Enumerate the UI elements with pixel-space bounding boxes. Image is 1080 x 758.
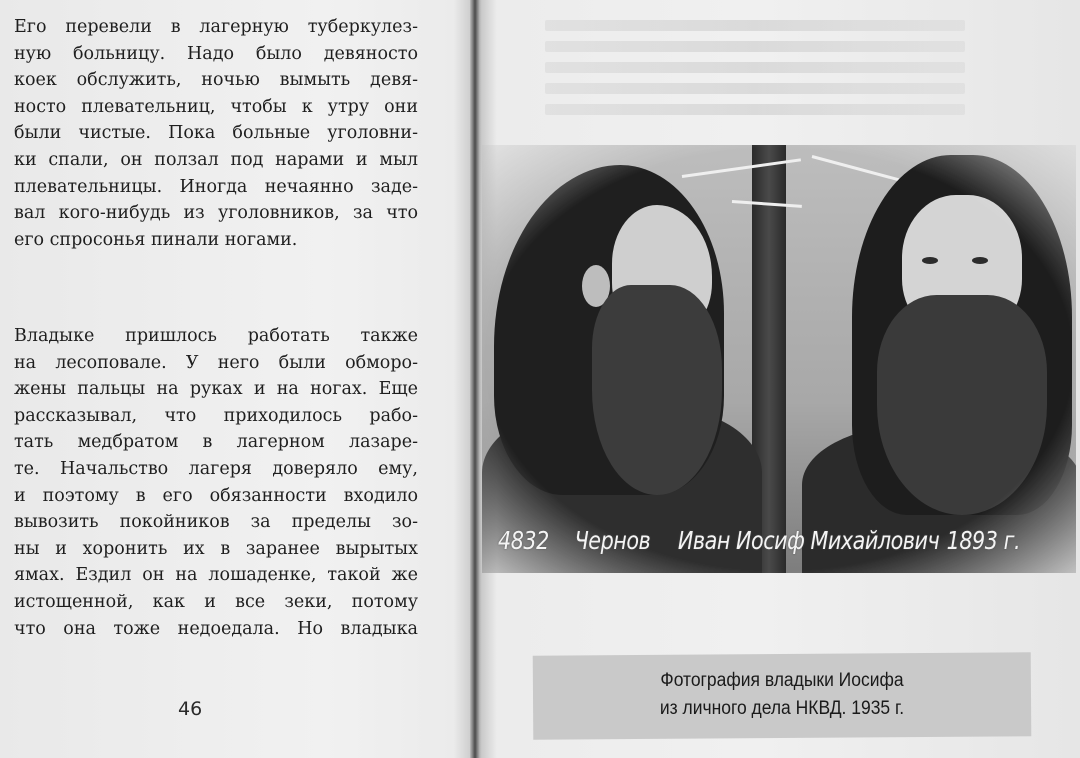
show-through-text xyxy=(545,20,965,125)
left-page xyxy=(0,0,472,758)
text-line: на лесоповале. У него были обморо- xyxy=(14,352,418,373)
text-line: ную больницу. Надо было девяносто xyxy=(14,43,418,64)
text-line: Его перевели в лагерную туберкулез- xyxy=(14,17,418,37)
paragraph-2 xyxy=(14,323,418,642)
inscription-surname: Чернов xyxy=(574,526,651,555)
text-line: были чистые. Пока больные уголовни- xyxy=(14,123,418,144)
text-line: что она тоже недоедала. Но владыка xyxy=(14,618,418,639)
text-line: вывозить покойников за пределы зо- xyxy=(14,512,418,533)
text-line: тать медбратом в лагерном лазаре- xyxy=(14,432,418,453)
text-line: носто плевательниц, чтобы к утру они xyxy=(14,96,418,117)
text-line: коек обслужить, ночью вымыть девя- xyxy=(14,70,418,91)
inscription-name: Иван Иосиф Михайлович xyxy=(677,526,940,555)
text-line: жены пальцы на руках и на ногах. Еще xyxy=(14,379,418,400)
text-line: и поэтому в его обязанности входило xyxy=(14,485,418,506)
paragraph-1 xyxy=(14,14,418,253)
inscription-number: 4832 xyxy=(498,526,549,555)
text-line: истощенной, как и все зеки, потому xyxy=(14,591,418,612)
inscription-year: 1893 г. xyxy=(946,526,1021,555)
text-line: ны и хоронить их в заранее вырытых xyxy=(14,538,418,559)
photo-handwritten-inscription xyxy=(498,526,1022,555)
caption-line: Фотография владыки Иосифа xyxy=(660,670,904,691)
text-line: Владыке пришлось работать также xyxy=(14,326,418,346)
page-number: 46 xyxy=(178,698,203,720)
photo-caption xyxy=(553,667,1011,723)
book-gutter xyxy=(470,0,480,758)
caption-line: из личного дела НКВД. 1935 г. xyxy=(659,698,905,719)
text-line: ки спали, он ползал под нарами и мыл xyxy=(14,149,418,170)
text-line: ямах. Ездил он на лошаденке, такой же xyxy=(14,565,418,586)
text-line: плевательницы. Иногда нечаянно заде- xyxy=(14,176,418,197)
text-line: его спросонья пинали ногами. xyxy=(14,229,298,250)
text-line: те. Начальство лагеря доверяло ему, xyxy=(14,458,418,479)
prisoner-photo xyxy=(482,145,1076,573)
text-line: рассказывал, что приходилось рабо- xyxy=(14,405,418,426)
text-line: вал кого-нибудь из уголовников, за что xyxy=(14,203,418,224)
